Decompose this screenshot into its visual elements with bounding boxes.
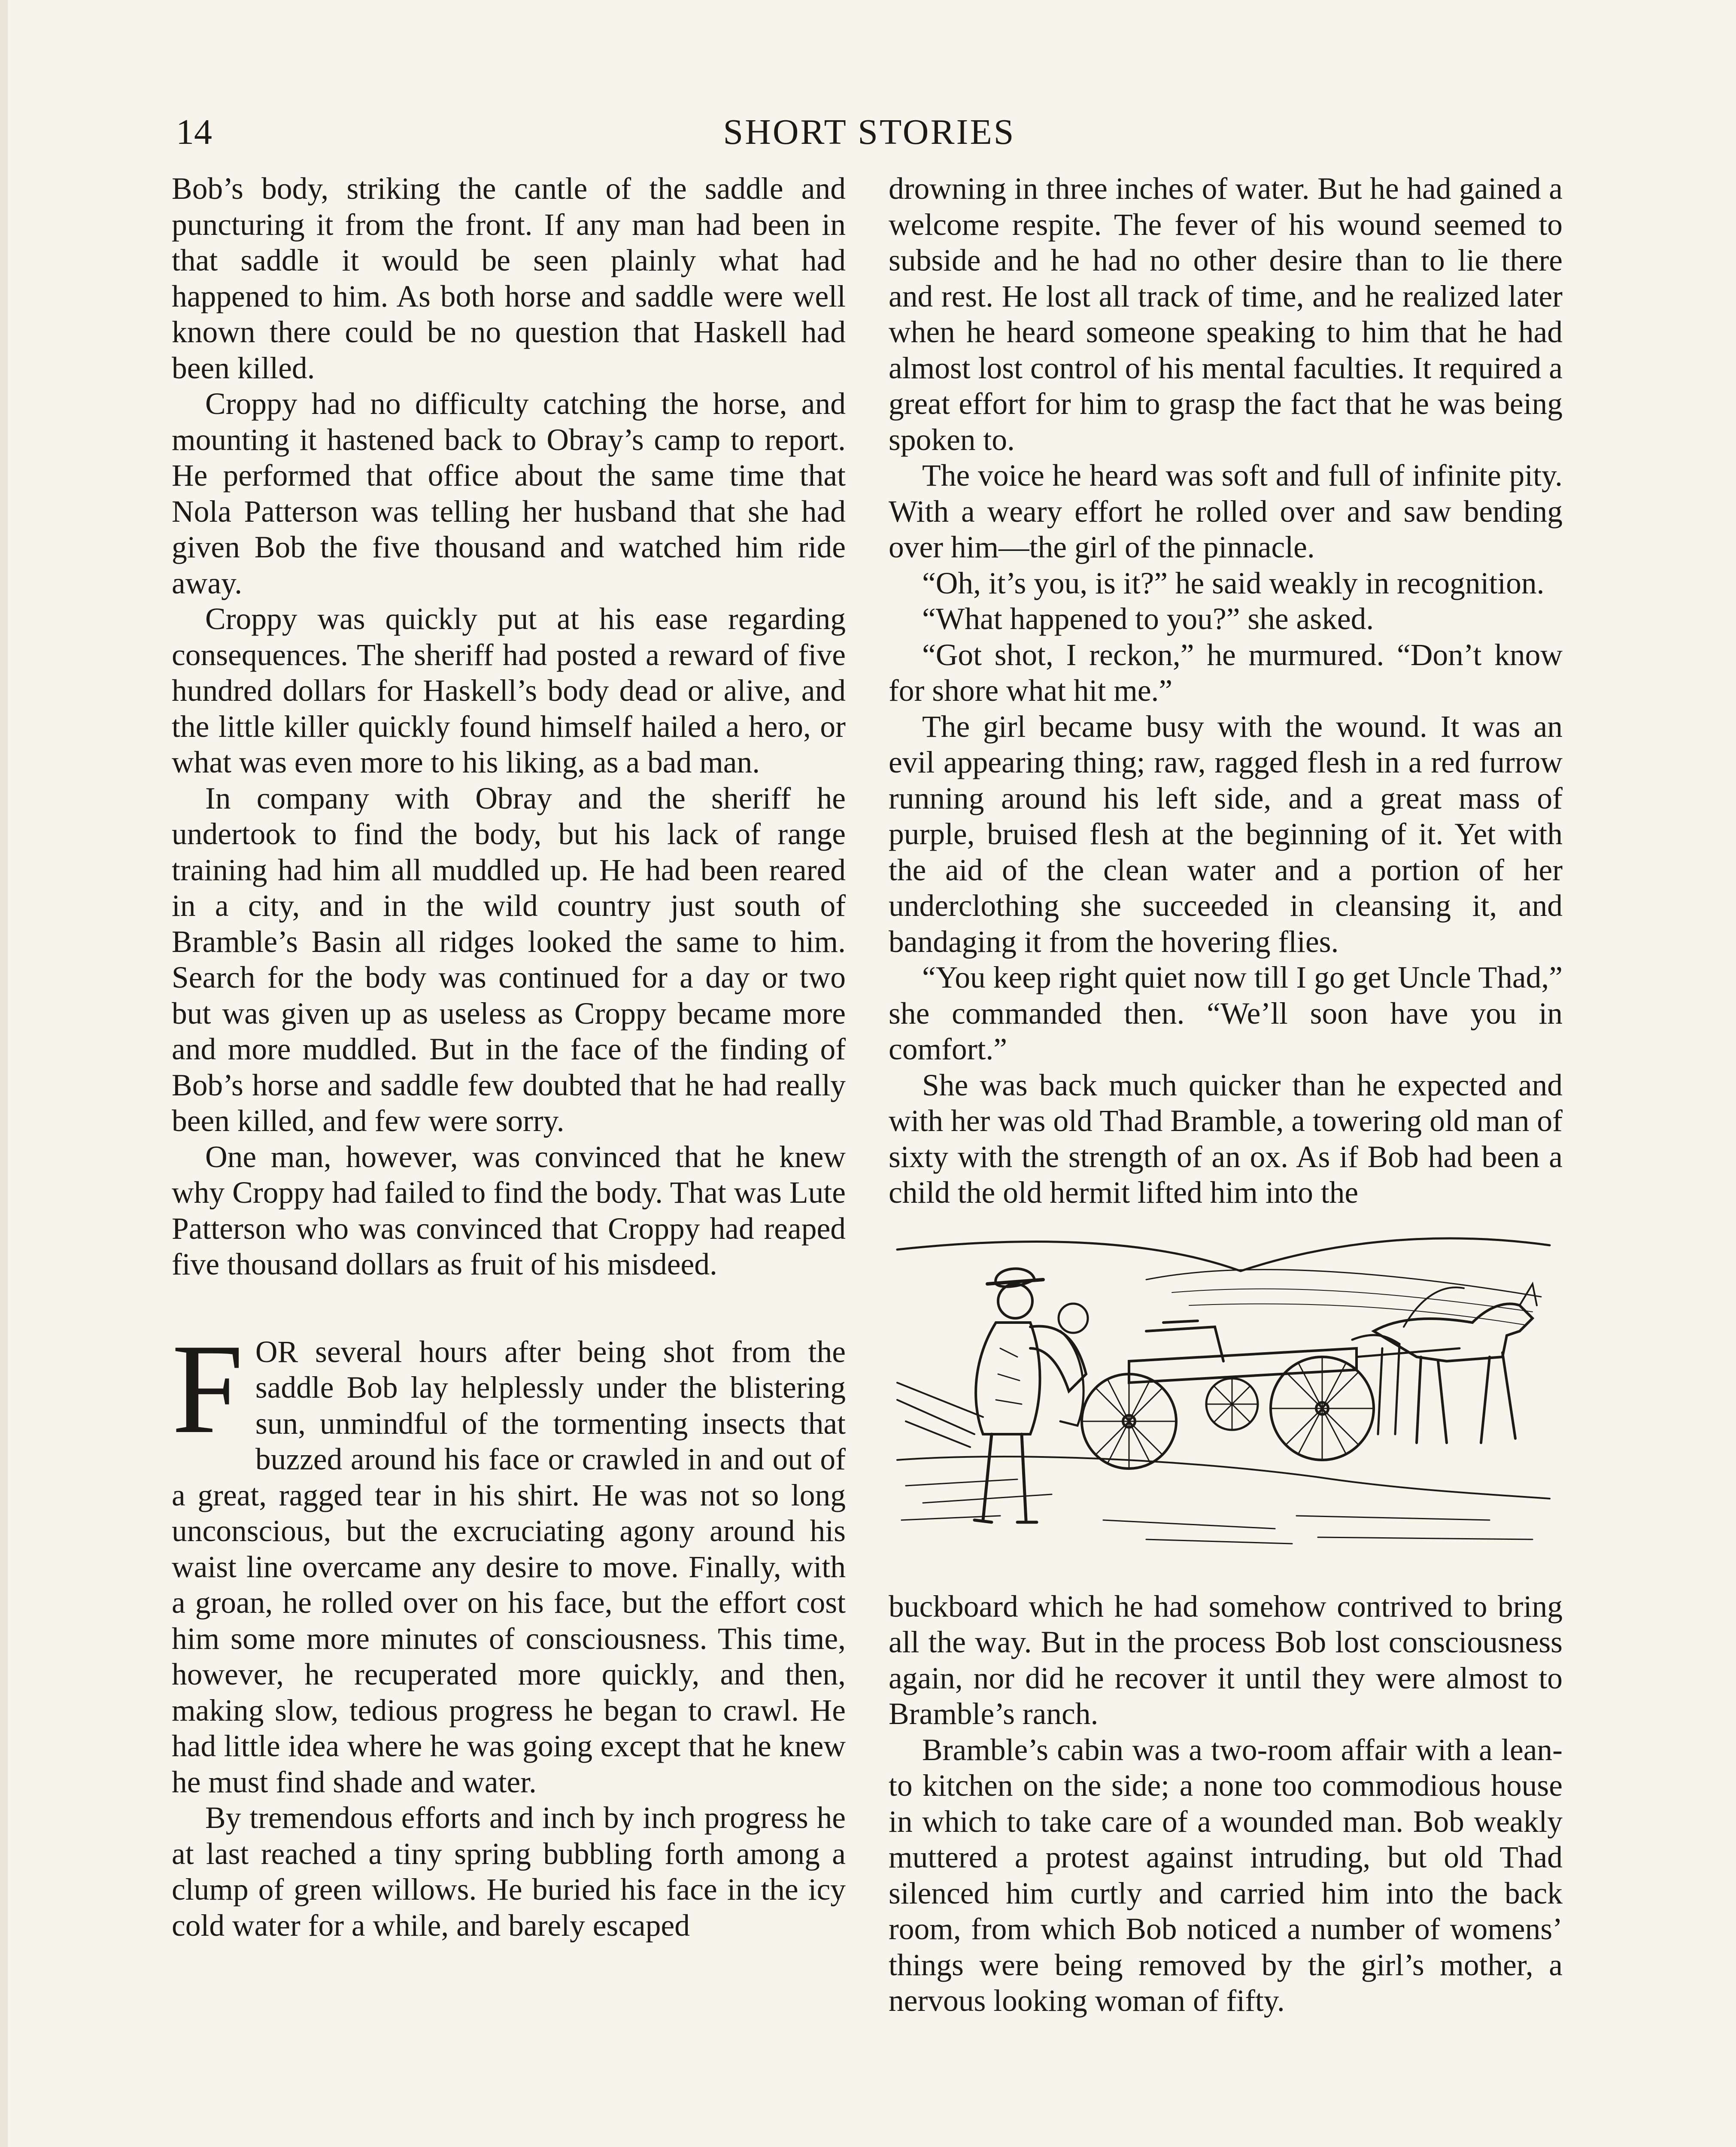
paragraph: buckboard which he had somehow contrived to bring all the way. But in the process Bob lost consciousness again, nor did he recover it until they were almost to Bramble’s ranch. xyxy=(889,1589,1563,1731)
paragraph: drowning in three inches of water. But he had gained a welcome respite. The fever of his wound seemed to subside and he had no other desire than to lie there and rest. He lost all track of time, and he realized later when he heard someone speaking to him that he had almost lost control of his mental faculties. It required a great effort for him to grasp the fact that he was being spoken to. xyxy=(889,172,1563,457)
section-break xyxy=(172,1283,846,1334)
running-title: SHORT STORIES xyxy=(723,112,1016,152)
paragraph: Croppy was quickly put at his ease regarding consequences. The sheriff had posted a reward of five hundred dollars for Haskell’s body dead or alive, and the little killer quickly found himself hailed a hero, or what was even more to his liking, as a bad man. xyxy=(172,602,846,779)
paragraph: “You keep right quiet now till I go get Uncle Thad,” she commanded then. “We’ll soon have you in comfort.” xyxy=(889,961,1563,1066)
left-column xyxy=(172,171,846,1943)
paragraph: Bramble’s cabin was a two-room affair with a lean-to kitchen on the side; a none too commodious house in which to take care of a wounded man. Bob weakly muttered a protest against intruding, but old Thad silenced him curtly and carried him into the back room, from which Bob noticed a number of womens’ things were being removed by the girl’s mother, a nervous looking woman of fifty. xyxy=(889,1733,1563,2018)
paragraph: “Oh, it’s you, is it?” he said weakly in recognition. xyxy=(922,566,1545,600)
paragraph: The girl became busy with the wound. It was an evil appearing thing; raw, ragged flesh in a red furrow running around his left side, and a great mass of purple, bruised flesh at the beginning of it. Yet with the aid of the clean water and a portion of her underclothing she succeeded in cleansing it, and bandaging it from the hovering flies. xyxy=(889,709,1563,959)
paragraph: In company with Obray and the sheriff he undertook to find the body, but his lack of range training had him all muddled up. He had been reared in a city, and in the wild country just south of Bramble’s Basin all ridges looked the same to him. Search for the body was continued for a day or two but was given up as useless as Croppy became more and more muddled. But in the face of the finding of Bob’s horse and saddle few doubted that he had really been killed, and few were sorry. xyxy=(172,781,846,1138)
buckboard-illustration xyxy=(889,1219,1558,1554)
paragraph: Croppy had no difficulty catching the horse, and mounting it hastened back to Obray’s camp to report. He performed that office about the same time that Nola Patterson was telling her husband that she had given Bob the five thousand and watched him ride away. xyxy=(172,387,846,600)
paragraph: “What happened to you?” she asked. xyxy=(922,602,1374,636)
section-opening-text: OR several hours after being shot from the saddle Bob lay helplessly under the blistering sun, unmindful of the tormenting insects that buzzed around his face or crawled in and out of a great, ragged tear in his shirt. He was not so long unconscious, but the excruciating agony around his waist line overcame any desire to move. Finally, with a groan, he rolled over on his face, but the effort cost him some more minutes of consciousness. This time, however, he recuperated more quickly, and then, making slow, tedious progress he began to crawl. He had little idea where he was going except that he knew he must find shade and water. xyxy=(172,1335,846,1799)
drop-cap: F xyxy=(172,1317,243,1460)
paragraph: The voice he heard was soft and full of infinite pity. With a weary effort he rolled over and saw bending over him—the girl of the pinnacle. xyxy=(889,459,1563,564)
paragraph: She was back much quicker than he expected and with her was old Thad Bramble, a towering old man of sixty with the strength of an ox. As if Bob had been a child the old hermit lifted him into the xyxy=(889,1068,1563,1210)
page-header xyxy=(176,106,1563,158)
right-column xyxy=(889,171,1563,2019)
paragraph: One man, however, was convinced that he knew why Croppy had failed to find the body. That was Lute Patterson who was convinced that Croppy had reaped five thousand dollars as fruit of his misdeed. xyxy=(172,1140,846,1281)
paragraph: Bob’s body, striking the cantle of the saddle and puncturing it from the front. If any man had been in that saddle it would be seen plainly what had happened to him. As both horse and saddle were well known there could be no question that Haskell had been killed. xyxy=(172,172,846,385)
paragraph: By tremendous efforts and inch by inch progress he at last reached a tiny spring bubbling forth among a clump of green willows. He buried his face in the icy cold water for a while, and barely escaped xyxy=(172,1801,846,1943)
page-number: 14 xyxy=(176,112,212,152)
section-opening-paragraph xyxy=(172,1317,846,1800)
paragraph: “Got shot, I reckon,” he murmured. “Don’t know for shore what hit me.” xyxy=(889,638,1563,708)
